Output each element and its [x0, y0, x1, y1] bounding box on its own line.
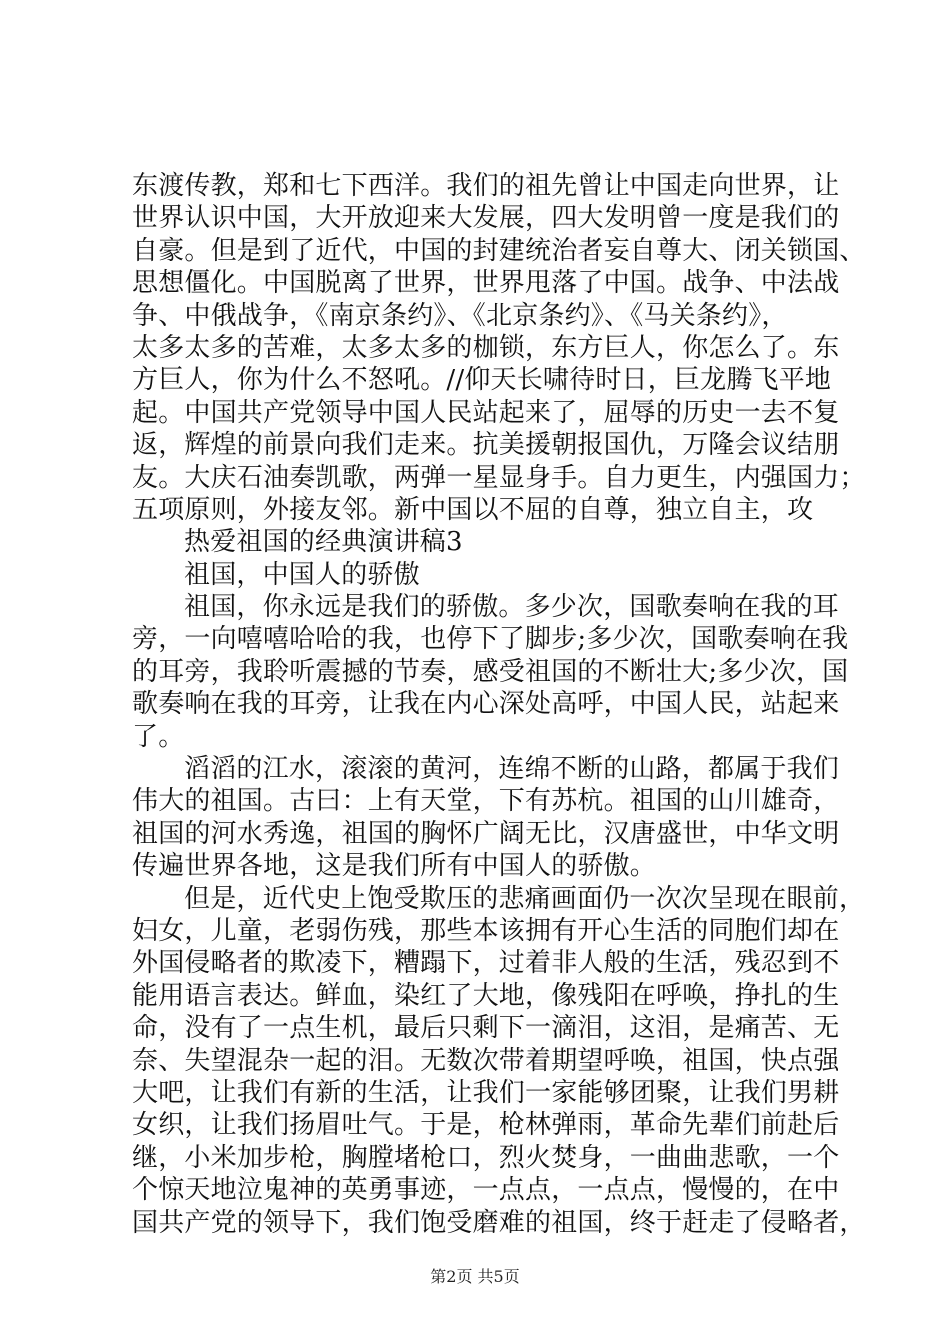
- text-line: 旁，一向嘻嘻哈哈的我，也停下了脚步;多少次，国歌奏响在我: [132, 624, 849, 655]
- text-line: 伟大的祖国。古曰：上有天堂，下有苏杭。祖国的山川雄奇，: [132, 786, 840, 817]
- page-number-footer: 第2页 共5页: [430, 1267, 520, 1286]
- text-line: 命，没有了一点生机，最后只剩下一滴泪，这泪，是痛苦、无: [132, 1013, 840, 1044]
- text-line: 女织，让我们扬眉吐气。于是，枪林弹雨，革命先辈们前赴后: [132, 1110, 840, 1141]
- speech-title: 祖国，中国人的骄傲: [184, 559, 420, 590]
- text-line: 继，小米加步枪，胸膛堵枪口，烈火焚身，一曲曲悲歌，一个: [132, 1142, 840, 1173]
- text-line: 能用语言表达。鲜血，染红了大地，像残阳在呼唤，挣扎的生: [132, 980, 840, 1011]
- text-line: 奈、失望混杂一起的泪。无数次带着期望呼唤，祖国，快点强: [132, 1045, 840, 1076]
- text-line: 返，辉煌的前景向我们走来。抗美援朝报国仇，万隆会议结朋: [132, 430, 840, 461]
- text-line: 思想僵化。中国脱离了世界，世界甩落了中国。战争、中法战: [132, 268, 840, 299]
- text-line: 大吧，让我们有新的生活，让我们一家能够团聚，让我们男耕: [132, 1077, 840, 1108]
- text-line: 起。中国共产党领导中国人民站起来了，屈辱的历史一去不复: [132, 397, 840, 428]
- text-line: 友。大庆石油奏凯歌，两弹一星显身手。自力更生，内强国力；: [132, 462, 866, 493]
- text-line: 妇女，儿童，老弱伤残，那些本该拥有开心生活的同胞们却在: [132, 915, 840, 946]
- paragraph-start: 但是，近代史上饱受欺压的悲痛画面仍一次次呈现在眼前，: [184, 883, 866, 914]
- text-line: 太多太多的苦难，太多太多的枷锁，东方巨人，你怎么了。东: [132, 332, 840, 363]
- section-heading: 热爱祖国的经典演讲稿3: [184, 527, 463, 558]
- paragraph-start: 滔滔的江水，滚滚的黄河，连绵不断的山路，都属于我们: [184, 754, 840, 785]
- text-line: 方巨人，你为什么不怒吼。//仰天长啸待时日，巨龙腾飞平地: [132, 365, 832, 396]
- text-line: 五项原则，外接友邻。新中国以不屈的自尊，独立自主，攻: [132, 494, 814, 525]
- text-line: 国共产党的领导下，我们饱受磨难的祖国，终于赶走了侵略者，: [132, 1207, 866, 1238]
- paragraph-start: 祖国，你永远是我们的骄傲。多少次，国歌奏响在我的耳: [184, 592, 840, 623]
- text-line: 外国侵略者的欺凌下，糟蹋下，过着非人般的生活，残忍到不: [132, 948, 840, 979]
- text-line: 世界认识中国，大开放迎来大发展，四大发明曾一度是我们的: [132, 203, 840, 234]
- text-line: 争、中俄战争，《南京条约》、《北京条约》、《马关条约》，: [132, 300, 788, 331]
- text-line: 个惊天地泣鬼神的英勇事迹，一点点，一点点，慢慢的，在中: [132, 1175, 840, 1206]
- document-body: [132, 170, 866, 1239]
- text-line: 歌奏响在我的耳旁，让我在内心深处高呼，中国人民，站起来: [132, 689, 840, 720]
- text-line: 了。: [132, 721, 185, 752]
- text-line: 传遍世界各地，这是我们所有中国人的骄傲。: [132, 851, 657, 882]
- text-line: 自豪。但是到了近代，中国的封建统治者妄自尊大、闭关锁国、: [132, 235, 866, 266]
- text-line: 东渡传教，郑和七下西洋。我们的祖先曾让中国走向世界，让: [132, 171, 840, 201]
- text-line: 的耳旁，我聆听震撼的节奏，感受祖国的不断壮大;多少次，国: [132, 656, 849, 687]
- text-line: 祖国的河水秀逸，祖国的胸怀广阔无比，汉唐盛世，中华文明: [132, 818, 840, 849]
